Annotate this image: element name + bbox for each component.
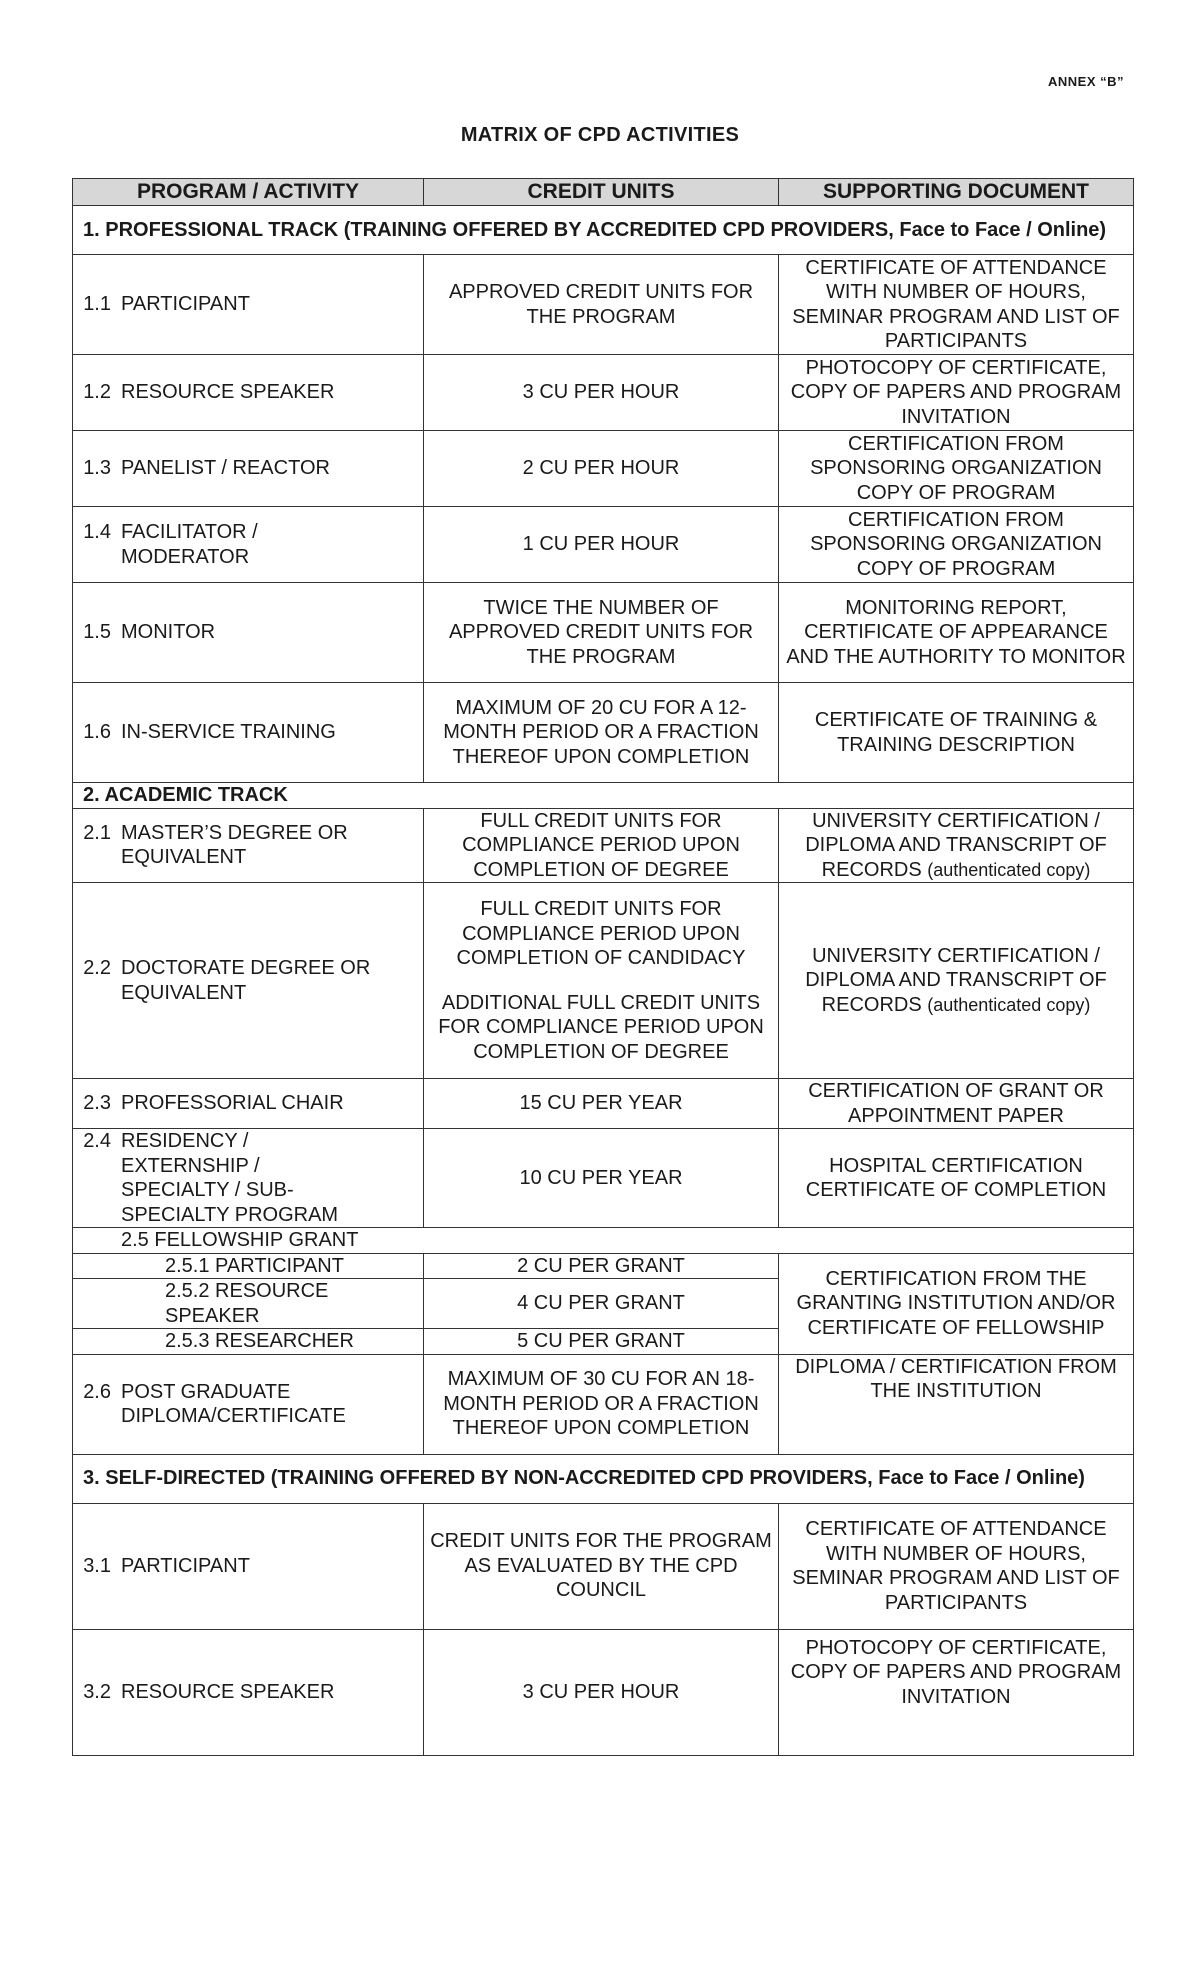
program-label: 2.5.2 RESOURCE SPEAKER [165, 1280, 329, 1327]
program-number: 1.3 [83, 457, 111, 480]
program-label: MASTER’S DEGREE OR EQUIVALENT [121, 821, 348, 869]
table-row [73, 507, 1134, 583]
program-label: PARTICIPANT [121, 1554, 250, 1577]
program-number: 1.5 [83, 621, 111, 644]
credit-cell: 5 CU PER GRANT [424, 1329, 779, 1355]
credit-cell: MAXIMUM OF 20 CU FOR A 12-MONTH PERIOD OR A FRACTION THEREOF UPON COMPLETION [424, 683, 779, 783]
credit-cell: APPROVED CREDIT UNITS FOR THE PROGRAM [424, 255, 779, 355]
cpd-matrix-table [72, 178, 1134, 1756]
program-number: 1.2 [83, 381, 111, 404]
table-row [73, 1354, 1134, 1454]
section-professional-track: 1. PROFESSIONAL TRACK (TRAINING OFFERED BY ACCREDITED CPD PROVIDERS, Face to Face / Online) [73, 206, 1134, 255]
credit-cell: TWICE THE NUMBER OF APPROVED CREDIT UNITS FOR THE PROGRAM [424, 583, 779, 683]
section-academic-track: 2. ACADEMIC TRACK [73, 783, 1134, 809]
program-cell [73, 1354, 424, 1454]
program-number: 2.1 [83, 821, 111, 844]
header-credit: CREDIT UNITS [424, 179, 779, 206]
document-note: (authenticated copy) [927, 994, 1091, 1015]
document-text: UNIVERSITY CERTIFICATION / DIPLOMA AND TRANSCRIPT OF RECORDS [805, 944, 1107, 1016]
program-label: RESOURCE SPEAKER [121, 381, 335, 404]
program-cell [73, 1079, 424, 1129]
program-cell: 2.5.3 RESEARCHER [73, 1329, 424, 1355]
header-row [73, 179, 1134, 206]
document-cell: PHOTOCOPY OF CERTIFICATE, COPY OF PAPERS AND PROGRAM INVITATION [779, 1629, 1134, 1755]
program-label: RESIDENCY / EXTERNSHIP / SPECIALTY / SUB-SPECIALTY PROGRAM [121, 1130, 339, 1226]
program-label: PROFESSORIAL CHAIR [121, 1092, 344, 1115]
credit-text-additional: ADDITIONAL FULL CREDIT UNITS FOR COMPLIANCE PERIOD UPON COMPLETION OF DEGREE [438, 991, 764, 1063]
program-cell [73, 255, 424, 355]
program-cell [73, 431, 424, 507]
table-row [73, 1129, 1134, 1228]
program-cell [73, 1129, 424, 1228]
document-cell [779, 883, 1134, 1079]
credit-cell: 3 CU PER HOUR [424, 355, 779, 431]
credit-cell: 3 CU PER HOUR [424, 1629, 779, 1755]
program-cell [73, 1279, 424, 1329]
document-cell: CERTIFICATE OF ATTENDANCE WITH NUMBER OF HOURS, SEMINAR PROGRAM AND LIST OF PARTICIPANTS [779, 1503, 1134, 1629]
program-number: 3.1 [83, 1554, 111, 1577]
table-row [73, 431, 1134, 507]
program-number: 1.1 [83, 293, 111, 316]
credit-cell: FULL CREDIT UNITS FOR COMPLIANCE PERIOD UPON COMPLETION OF DEGREE [424, 808, 779, 883]
program-number: 2.3 [83, 1092, 111, 1115]
program-label: PARTICIPANT [121, 293, 250, 316]
table-row [73, 1228, 1134, 1254]
table-row [73, 683, 1134, 783]
credit-cell: MAXIMUM OF 30 CU FOR AN 18-MONTH PERIOD OR A FRACTION THEREOF UPON COMPLETION [424, 1354, 779, 1454]
table-row [73, 1503, 1134, 1629]
document-cell: CERTIFICATE OF TRAINING & TRAINING DESCRIPTION [779, 683, 1134, 783]
program-cell: 2.5.1 PARTICIPANT [73, 1253, 424, 1279]
section-row [73, 1454, 1134, 1503]
program-label: DOCTORATE DEGREE OR EQUIVALENT [121, 957, 371, 1004]
table-row [73, 883, 1134, 1079]
program-cell [73, 683, 424, 783]
credit-text: FULL CREDIT UNITS FOR COMPLIANCE PERIOD UPON COMPLETION OF CANDIDACY [456, 898, 746, 969]
program-label: PANELIST / REACTOR [121, 457, 330, 480]
credit-cell: 2 CU PER HOUR [424, 431, 779, 507]
document-cell: MONITORING REPORT, CERTIFICATE OF APPEARANCE AND THE AUTHORITY TO MONITOR [779, 583, 1134, 683]
section-row [73, 783, 1134, 809]
program-cell [73, 883, 424, 1079]
credit-cell: 15 CU PER YEAR [424, 1079, 779, 1129]
program-number: 3.2 [83, 1680, 111, 1703]
table-row [73, 255, 1134, 355]
program-label: RESOURCE SPEAKER [121, 1680, 335, 1703]
credit-cell [424, 883, 779, 1079]
credit-cell: 4 CU PER GRANT [424, 1279, 779, 1329]
fellowship-grant-heading: 2.5 FELLOWSHIP GRANT [73, 1228, 1134, 1254]
table-row [73, 355, 1134, 431]
program-cell [73, 507, 424, 583]
program-cell [73, 583, 424, 683]
document-cell: HOSPITAL CERTIFICATION CERTIFICATE OF COMPLETION [779, 1129, 1134, 1228]
credit-cell: 1 CU PER HOUR [424, 507, 779, 583]
program-label: IN-SERVICE TRAINING [121, 721, 336, 744]
document-cell: CERTIFICATION OF GRANT OR APPOINTMENT PAPER [779, 1079, 1134, 1129]
program-label: POST GRADUATE DIPLOMA/CERTIFICATE [121, 1380, 346, 1427]
annex-label: ANNEX “B” [1047, 74, 1124, 89]
table-row [73, 1629, 1134, 1755]
program-label: FACILITATOR / MODERATOR [121, 521, 258, 568]
program-label: MONITOR [121, 621, 216, 644]
credit-cell: 2 CU PER GRANT [424, 1253, 779, 1279]
document-cell [779, 808, 1134, 883]
program-number: 2.6 [83, 1380, 111, 1403]
program-cell [73, 1629, 424, 1755]
program-number: 2.4 [83, 1130, 111, 1152]
header-document: SUPPORTING DOCUMENT [779, 179, 1134, 206]
program-number: 1.4 [83, 521, 111, 543]
credit-cell: 10 CU PER YEAR [424, 1129, 779, 1228]
program-cell [73, 355, 424, 431]
program-cell [73, 1503, 424, 1629]
document-cell: CERTIFICATION FROM SPONSORING ORGANIZATION COPY OF PROGRAM [779, 507, 1134, 583]
table-row [73, 808, 1134, 883]
document-text: UNIVERSITY CERTIFICATION / DIPLOMA AND TRANSCRIPT OF RECORDS [805, 809, 1107, 881]
table-row [73, 583, 1134, 683]
document-title: MATRIX OF CPD ACTIVITIES [460, 124, 740, 146]
credit-cell: CREDIT UNITS FOR THE PROGRAM AS EVALUATED BY THE CPD COUNCIL [424, 1503, 779, 1629]
document-cell: PHOTOCOPY OF CERTIFICATE, COPY OF PAPERS AND PROGRAM INVITATION [779, 355, 1134, 431]
program-number: 1.6 [83, 721, 111, 744]
document-cell: DIPLOMA / CERTIFICATION FROM THE INSTITUTION [779, 1354, 1134, 1454]
program-number: 2.2 [83, 957, 111, 979]
document-cell: CERTIFICATION FROM SPONSORING ORGANIZATION COPY OF PROGRAM [779, 431, 1134, 507]
document-cell: CERTIFICATION FROM THE GRANTING INSTITUTION AND/OR CERTIFICATE OF FELLOWSHIP [779, 1253, 1134, 1354]
header-program: PROGRAM / ACTIVITY [73, 179, 424, 206]
section-row [73, 206, 1134, 255]
table-row [73, 1253, 1134, 1279]
document-cell: CERTIFICATE OF ATTENDANCE WITH NUMBER OF HOURS, SEMINAR PROGRAM AND LIST OF PARTICIPANTS [779, 255, 1134, 355]
table-row [73, 1079, 1134, 1129]
program-cell [73, 808, 424, 883]
section-self-directed: 3. SELF-DIRECTED (TRAINING OFFERED BY NON-ACCREDITED CPD PROVIDERS, Face to Face / Online) [73, 1454, 1134, 1503]
document-note: (authenticated copy) [927, 859, 1091, 880]
